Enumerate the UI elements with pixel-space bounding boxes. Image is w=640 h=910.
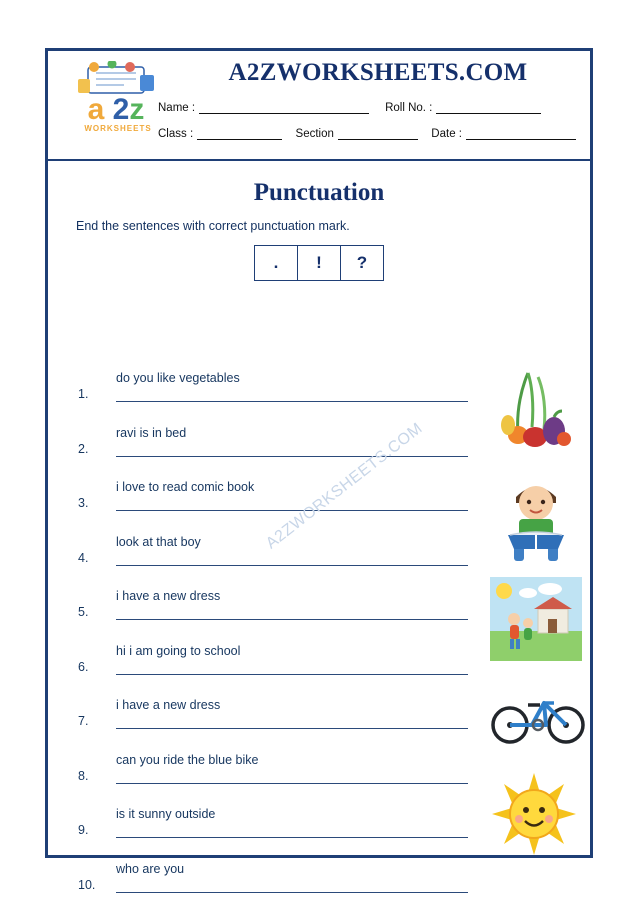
question-text: i love to read comic book bbox=[116, 480, 254, 494]
question-number: 5. bbox=[78, 605, 106, 619]
question-number: 4. bbox=[78, 551, 106, 565]
question-text: i have a new dress bbox=[116, 698, 220, 712]
question-number: 7. bbox=[78, 714, 106, 728]
sun-illustration bbox=[488, 771, 580, 862]
answer-line[interactable] bbox=[116, 510, 468, 511]
roll-input[interactable] bbox=[436, 101, 541, 114]
worksheet-body bbox=[48, 179, 590, 875]
question-text: do you like vegetables bbox=[116, 371, 240, 385]
roll-label: Roll No. : bbox=[385, 102, 436, 114]
name-input[interactable] bbox=[199, 101, 369, 114]
question-text: ravi is in bed bbox=[116, 426, 186, 440]
section-label: Section bbox=[296, 128, 338, 140]
site-title: A2ZWORKSHEETS.COM bbox=[178, 59, 578, 87]
name-roll-row bbox=[158, 101, 576, 114]
question-text: who are you bbox=[116, 862, 184, 876]
bicycle-illustration bbox=[488, 683, 588, 750]
vegetables-illustration bbox=[488, 365, 584, 452]
question-number: 2. bbox=[78, 442, 106, 456]
mark-exclamation: ! bbox=[298, 246, 341, 280]
worksheet-header bbox=[48, 51, 590, 161]
mark-question: ? bbox=[341, 246, 383, 280]
question-text: hi i am going to school bbox=[116, 644, 240, 658]
boy-reading-book-illustration bbox=[488, 473, 584, 572]
name-label: Name : bbox=[158, 102, 199, 114]
punctuation-mark-box bbox=[254, 245, 384, 281]
question-row bbox=[78, 365, 478, 420]
instruction-text: End the sentences with correct punctuation mark. bbox=[76, 219, 590, 233]
section-input[interactable] bbox=[338, 127, 418, 140]
answer-line[interactable] bbox=[116, 674, 468, 675]
answer-line[interactable] bbox=[116, 619, 468, 620]
answer-line[interactable] bbox=[116, 783, 468, 784]
question-text: look at that boy bbox=[116, 535, 201, 549]
class-section-date-row bbox=[158, 127, 576, 140]
question-list bbox=[78, 365, 478, 910]
question-number: 10. bbox=[78, 878, 106, 892]
page-title: Punctuation bbox=[48, 179, 590, 207]
question-row bbox=[78, 583, 478, 638]
question-row bbox=[78, 529, 478, 584]
class-input[interactable] bbox=[197, 127, 282, 140]
answer-line[interactable] bbox=[116, 892, 468, 893]
question-text: is it sunny outside bbox=[116, 807, 215, 821]
a2z-logo bbox=[66, 61, 171, 143]
question-row bbox=[78, 420, 478, 475]
question-text: can you ride the blue bike bbox=[116, 753, 258, 767]
answer-line[interactable] bbox=[116, 401, 468, 402]
question-row bbox=[78, 747, 478, 802]
question-number: 9. bbox=[78, 823, 106, 837]
question-number: 6. bbox=[78, 660, 106, 674]
question-number: 1. bbox=[78, 387, 106, 401]
answer-line[interactable] bbox=[116, 565, 468, 566]
svg-text:a 2z: a 2z bbox=[88, 93, 145, 126]
children-playing-illustration bbox=[488, 575, 584, 668]
student-info-fields bbox=[158, 101, 576, 153]
question-row bbox=[78, 638, 478, 693]
svg-text:WORKSHEETS: WORKSHEETS bbox=[84, 124, 151, 133]
class-label: Class : bbox=[158, 128, 197, 140]
question-number: 3. bbox=[78, 496, 106, 510]
answer-line[interactable] bbox=[116, 837, 468, 838]
answer-line[interactable] bbox=[116, 456, 468, 457]
mark-period: . bbox=[255, 246, 298, 280]
question-row bbox=[78, 801, 478, 856]
question-row bbox=[78, 692, 478, 747]
worksheet-page bbox=[45, 48, 593, 858]
question-number: 8. bbox=[78, 769, 106, 783]
question-row bbox=[78, 856, 478, 910]
date-input[interactable] bbox=[466, 127, 576, 140]
question-text: i have a new dress bbox=[116, 589, 220, 603]
date-label: Date : bbox=[431, 128, 466, 140]
question-row bbox=[78, 474, 478, 529]
watermark-text: A2ZWORKSHEETS.COM bbox=[263, 420, 426, 553]
answer-line[interactable] bbox=[116, 728, 468, 729]
